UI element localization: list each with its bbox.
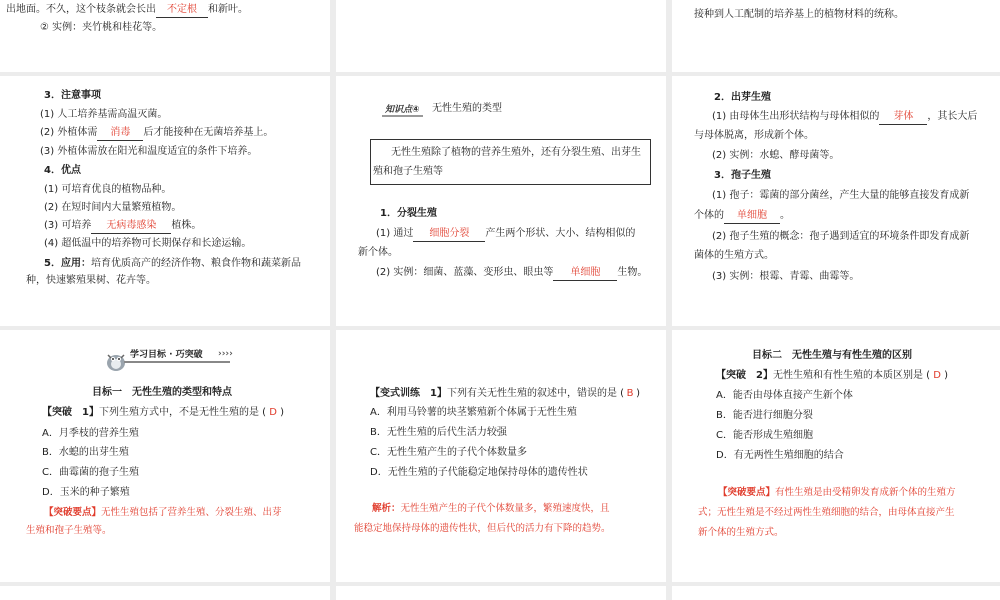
key-point-text-1: 有性生殖是由受精卵发育成新个体的生殖方 [775, 487, 956, 498]
option-d: D．无性生殖的子代能稳定地保持母体的遗传性状 [370, 467, 588, 478]
answer-blank: 单细胞 [570, 267, 601, 278]
question-label: 【突破 1】 [42, 407, 99, 418]
slide-9: 目标二 无性生殖与有性生殖的区别 【突破 2】无性生殖和有性生殖的本质区别是 ( D ) A．能否由母体直接产生新个体 B．能否进行细胞分裂 C．能否形成生殖细胞 D．有无两性生殖细胞的结合 【突破要点】有性生殖是由受精卵发育成新个体的生殖方 式；无性生殖是不经过两性生殖细胞的结合，由母体直接产生 新个体的生殖方式。 [672, 330, 1000, 582]
answer-blank: 消毒 [110, 127, 131, 138]
advantage-2: (2) 在短时间内大量繁殖植物。 [44, 202, 182, 213]
option-d: D．玉米的种子繁殖 [42, 487, 130, 498]
key-point-text-1: 无性生殖包括了营养生殖、分裂生殖、出芽 [101, 507, 282, 518]
heading-advantages: 4．优点 [44, 165, 81, 176]
slide3-line1-tail: 接种到人工配制的培养基上的植物材料的统称。 [694, 9, 904, 20]
answer-choice: B [626, 388, 634, 399]
budding-1-post: ，其长大后 [927, 111, 978, 122]
option-c: C．无性生殖产生的子代个体数量多 [370, 447, 527, 458]
slide-2 [336, 0, 666, 72]
explanation-text-1: 无性生殖产生的子代个体数量多，繁殖速度快，且 [400, 503, 610, 514]
heading-precautions: 3．注意事项 [44, 90, 101, 101]
key-point-text-3: 新个体的生殖方式。 [698, 527, 784, 538]
slide1-line1-post: 和新叶。 [208, 4, 248, 15]
heading-fission: 1．分裂生殖 [380, 208, 437, 219]
summary-line-2: 殖和孢子生殖等 [373, 166, 443, 177]
target-one-title: 目标一 无性生殖的类型和特点 [92, 387, 232, 398]
advantage-1: (1) 可培育优良的植物品种。 [44, 184, 172, 195]
key-point-label: 【突破要点】 [44, 507, 102, 518]
chevrons-icon: ›››› [218, 349, 233, 359]
slide-11 [336, 586, 666, 600]
spore-1-line1: (1) 孢子：霉菌的部分菌丝，产生大量的能够直接发育成新 [712, 190, 970, 201]
slide-7: 学习目标 · 巧突破 ›››› 目标一 无性生殖的类型和特点 【突破 1】下列生殖方式中，不是无性生殖的是 ( D ) A．月季枝的营养生殖 B．水螅的出芽生殖 C．曲霉菌的孢子生殖 D．玉米的种子繁殖 【突破要点】无性生殖包括了营养生殖、分裂生殖、出芽 生殖和孢子生殖等。 [0, 330, 330, 582]
answer-blank: 不定根 [167, 4, 197, 15]
slide-4 [0, 76, 330, 326]
fission-1-post: 产生两个形状、大小、结构相似的 [485, 228, 636, 239]
explanation-text-2: 能稳定地保持母体的遗传性状，但后代的活力有下降的趋势。 [354, 523, 611, 534]
application-text-1: 培育优质高产的经济作物、粮食作物和蔬菜新品 [90, 258, 301, 269]
key-point-text-2: 式；无性生殖是不经过两性生殖细胞的结合，由母体直接产生 [698, 507, 955, 518]
key-point-label: 【突破要点】 [718, 487, 776, 498]
slide-12 [672, 586, 1000, 600]
precaution-1: (1) 人工培养基需高温灭菌。 [40, 109, 168, 120]
heading-spore: 3．孢子生殖 [714, 170, 771, 181]
answer-blank: 细胞分裂 [429, 228, 470, 239]
slide1-line2: ② 实例：夹竹桃和桂花等。 [40, 22, 163, 33]
fission-2-post: 生物。 [617, 267, 648, 278]
heading-budding: 2．出芽生殖 [714, 92, 771, 103]
advantage-3-pre: (3) 可培养 [44, 220, 92, 231]
slide-3 [672, 0, 1000, 72]
answer-blank: 无病毒感染 [106, 220, 157, 231]
question-text: 下列生殖方式中，不是无性生殖的是 ( [98, 407, 267, 418]
option-b: B．无性生殖的后代生活力较强 [370, 427, 507, 438]
option-d: D．有无两性生殖细胞的结合 [716, 450, 844, 461]
question-text: 无性生殖和有性生殖的本质区别是 ( [772, 370, 931, 381]
fission-1-pre: (1) 通过 [376, 228, 414, 239]
slide1-line1-pre: 出地面。不久，这个枝条就会长出 [6, 4, 156, 15]
precaution-2-pre: (2) 外植体需 [40, 127, 98, 138]
budding-1-pre: (1) 由母体生出形状结构与母体相似的 [712, 111, 880, 122]
option-a: A．月季枝的营养生殖 [42, 428, 139, 439]
advantage-4: (4) 超低温中的培养物可长期保存和长途运输。 [44, 238, 252, 249]
answer-choice: D [269, 407, 277, 418]
budding-2: (2) 实例：水螅、酵母菌等。 [712, 150, 840, 161]
explanation-label: 解析： [372, 503, 401, 514]
slide-1 [0, 0, 330, 72]
summary-box [370, 139, 651, 185]
option-a: A．利用马铃薯的块茎繁殖新个体属于无性生殖 [370, 407, 577, 418]
precaution-3: (3) 外植体需放在阳光和温度适宜的条件下培养。 [40, 146, 258, 157]
fission-1-line2: 新个体。 [358, 247, 398, 258]
target-two-title: 目标二 无性生殖与有性生殖的区别 [752, 350, 912, 361]
spore-2-line1: (2) 孢子生殖的概念：孢子遇到适宜的环境条件即发育成新 [712, 231, 970, 242]
slide-5 [336, 76, 666, 326]
answer-blank: 单细胞 [737, 210, 767, 221]
spore-1-pre: 个体的 [694, 210, 724, 221]
knowledge-point-badge: 知识点④ [382, 102, 423, 117]
question-label: 【突破 2】 [716, 370, 773, 381]
option-b: B．水螅的出芽生殖 [42, 447, 129, 458]
variant-question-text: 下列有关无性生殖的叙述中，错误的是 ( [446, 388, 625, 399]
spore-2-line2: 菌体的生殖方式。 [694, 250, 774, 261]
variant-question-label: 【变式训练 1】 [370, 388, 447, 399]
spore-3: (3) 实例：根霉、青霉、曲霉等。 [712, 271, 860, 282]
option-b: B．能否进行细胞分裂 [716, 410, 813, 421]
key-point-text-2: 生殖和孢子生殖等。 [26, 525, 112, 536]
banner-title: 学习目标 · 巧突破 [130, 350, 203, 360]
answer-choice: D [933, 370, 941, 381]
fission-2-pre: (2) 实例：细菌、蓝藻、变形虫、眼虫等 [376, 267, 554, 278]
budding-1-line2: 与母体脱离，形成新个体。 [694, 130, 814, 141]
advantage-3-post: 植株。 [171, 220, 202, 231]
spore-1-post: 。 [780, 210, 790, 221]
slide-6 [672, 76, 1000, 326]
summary-line-1: 无性生殖除了植物的营养生殖外，还有分裂生殖、出芽生 [391, 147, 641, 158]
slide-8: 【变式训练 1】下列有关无性生殖的叙述中，错误的是 ( B ) A．利用马铃薯的块茎繁殖新个体属于无性生殖 B．无性生殖的后代生活力较强 C．无性生殖产生的子代个体数量多 D．无性生殖的子代能稳定地保持母体的遗传性状 解析：无性生殖产生的子代个体数量多，繁殖速度快，且 能稳定地保持母体的遗传性状，但后代的活力有下降的趋势。 [336, 330, 666, 582]
option-c: C．曲霉菌的孢子生殖 [42, 467, 139, 478]
option-a: A．能否由母体直接产生新个体 [716, 390, 853, 401]
application-label: 5．应用： [44, 258, 91, 269]
application-text-2: 种，快速繁殖果树、花卉等。 [26, 275, 156, 286]
slide-10 [0, 586, 330, 600]
precaution-2-post: 后才能接种在无菌培养基上。 [143, 127, 274, 138]
answer-blank: 芽体 [893, 111, 914, 122]
knowledge-point-title: 无性生殖的类型 [432, 103, 502, 114]
option-c: C．能否形成生殖细胞 [716, 430, 813, 441]
